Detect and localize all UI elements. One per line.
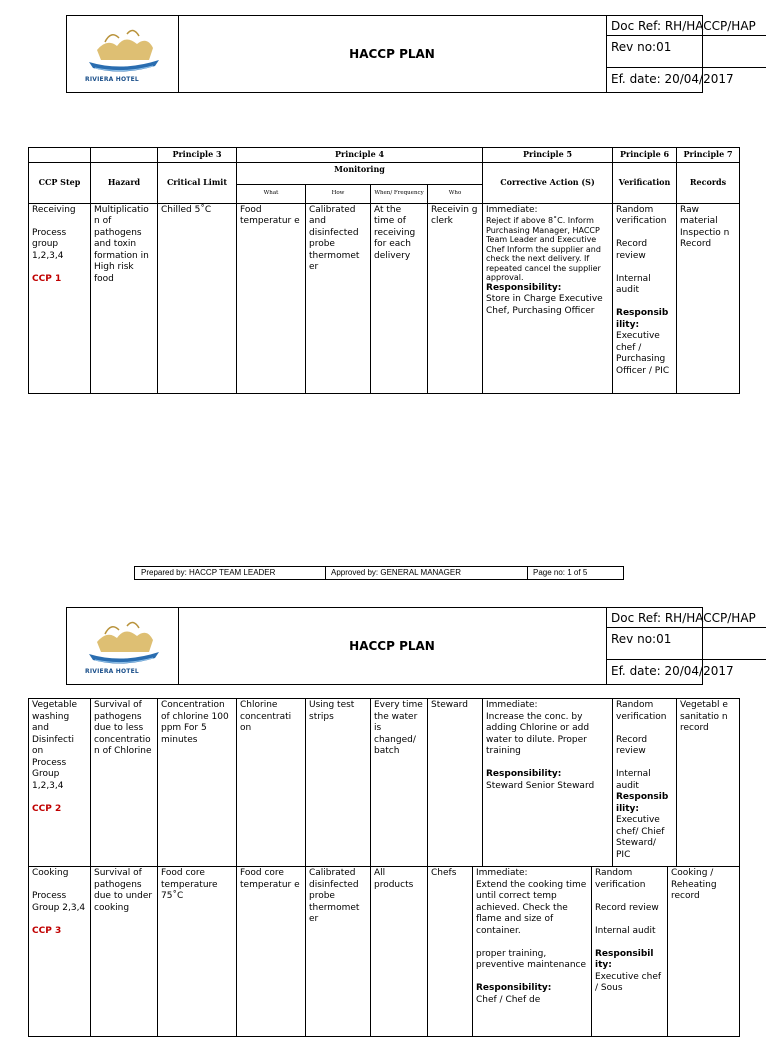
corrective-action-cell: Immediate: Extend the cooking time until correct temp achieved. Check the flame and size of container. proper training, preventive maintenance Responsibility: Chef / Chef de — [473, 867, 592, 1037]
ccp-step-cell: Vegetable washing and Disinfecti on Process Group 1,2,3,4 CCP 2 — [29, 699, 91, 867]
principle-4-header: Principle 4 — [237, 148, 483, 163]
who-cell: Receivin g clerk — [428, 203, 483, 393]
critical-limit-cell: Concentration of chlorine 100 ppm For 5 minutes — [158, 699, 237, 867]
doc-meta — [606, 608, 756, 684]
doc-meta — [606, 16, 756, 92]
verification-cell: Random verification Record review Internal audit Responsibil ity: Executive chef / Sous — [592, 867, 668, 1037]
what-header: What — [237, 184, 306, 203]
effective-date: Ef. date: 20/04/2017 — [611, 664, 734, 678]
hazard-cell: Multiplicatio n of pathogens and toxin formation in High risk food — [91, 203, 158, 393]
haccp-table-page2 — [28, 698, 740, 867]
who-header: Who — [428, 184, 483, 203]
corrective-action-cell: Immediate: Increase the conc. by adding Chlorine or add water to dilute. Proper training Responsibility: Steward Senior Steward — [483, 699, 613, 867]
critical-limit-header: Critical Limit — [158, 162, 237, 203]
ccp-label: CCP 1 — [32, 273, 62, 284]
approved-by: Approved by: GENERAL MANAGER — [331, 568, 461, 577]
when-cell: Every time the water is changed/ batch — [371, 699, 428, 867]
when-header: When/ Frequency — [371, 184, 428, 203]
when-cell: All products — [371, 867, 428, 1037]
haccp-table-page1 — [28, 147, 740, 394]
ccp-label: CCP 2 — [32, 803, 62, 814]
monitoring-header: Monitoring — [237, 162, 483, 184]
ccp-label: CCP 3 — [32, 925, 62, 936]
records-header: Records — [677, 162, 740, 203]
corrective-action-cell: Immediate: Reject if above 8˚C. Inform Purchasing Manager, HACCP Team Leader and Executive Chef Inform the supplier and check the next delivery. If repeated cancel the supplier approval. Responsibility: Store in Charge Executive Chef, Purchasing Officer — [483, 203, 613, 393]
how-cell: Using test strips — [306, 699, 371, 867]
records-cell: Raw material Inspectio n Record — [677, 203, 740, 393]
logo-text: RIVIERA HOTEL — [85, 668, 139, 675]
who-cell: Steward — [428, 699, 483, 867]
page-title: HACCP PLAN — [178, 16, 607, 92]
critical-limit-cell: Chilled 5˚C — [158, 203, 237, 393]
how-cell: Calibrated disinfected probe thermomet er — [306, 867, 371, 1037]
when-cell: At the time of receiving for each delivery — [371, 203, 428, 393]
haccp-table-page2-cooking — [28, 866, 740, 1037]
hotel-logo — [67, 16, 179, 92]
records-cell: Vegetabl e sanitatio n record — [677, 699, 740, 867]
ccp-step-cell: Receiving Process group 1,2,3,4 CCP 1 — [29, 203, 91, 393]
principle-5-header: Principle 5 — [483, 148, 613, 163]
who-cell: Chefs — [428, 867, 473, 1037]
verification-header: Verification — [613, 162, 677, 203]
what-cell: Chlorine concentrati on — [237, 699, 306, 867]
records-cell: Cooking / Reheating record — [668, 867, 740, 1037]
rev-no: Rev no:01 — [611, 632, 672, 646]
hazard-cell: Survival of pathogens due to less concentratio n of Chlorine — [91, 699, 158, 867]
principle-3-header: Principle 3 — [158, 148, 237, 163]
logo-text: RIVIERA HOTEL — [85, 76, 139, 83]
ccp-step-cell: Cooking Process Group 2,3,4 CCP 3 — [29, 867, 91, 1037]
hazard-cell: Survival of pathogens due to under cooking — [91, 867, 158, 1037]
hazard-header: Hazard — [91, 162, 158, 203]
table-row — [29, 203, 740, 393]
table-row — [29, 699, 740, 867]
ccp-step-header: CCP Step — [29, 162, 91, 203]
effective-date: Ef. date: 20/04/2017 — [611, 72, 734, 86]
principle-7-header: Principle 7 — [677, 148, 740, 163]
page-footer — [134, 566, 624, 580]
hotel-logo — [67, 608, 179, 684]
corrective-action-header: Corrective Action (S) — [483, 162, 613, 203]
document-header — [66, 607, 756, 685]
verification-cell: Random verification Record review Internal audit Responsib ility: Executive chef/ Chief Steward/ PIC — [613, 699, 677, 867]
how-cell: Calibrated and disinfected probe thermomet er — [306, 203, 371, 393]
doc-ref: Doc Ref: RH/HACCP/HAP — [611, 611, 756, 625]
prepared-by: Prepared by: HACCP TEAM LEADER — [141, 568, 276, 577]
what-cell: Food temperatur e — [237, 203, 306, 393]
document-header — [66, 15, 756, 93]
how-header: How — [306, 184, 371, 203]
critical-limit-cell: Food core temperature 75˚C — [158, 867, 237, 1037]
rev-no: Rev no:01 — [611, 40, 672, 54]
page-number: Page no: 1 of 5 — [533, 568, 588, 577]
table-row — [29, 867, 740, 1037]
page-title: HACCP PLAN — [178, 608, 607, 684]
doc-ref: Doc Ref: RH/HACCP/HAP — [611, 19, 756, 33]
what-cell: Food core temperatur e — [237, 867, 306, 1037]
principle-6-header: Principle 6 — [613, 148, 677, 163]
verification-cell: Random verification Record review Internal audit Responsib ility: Executive chef / Purchasing Officer / PIC — [613, 203, 677, 393]
